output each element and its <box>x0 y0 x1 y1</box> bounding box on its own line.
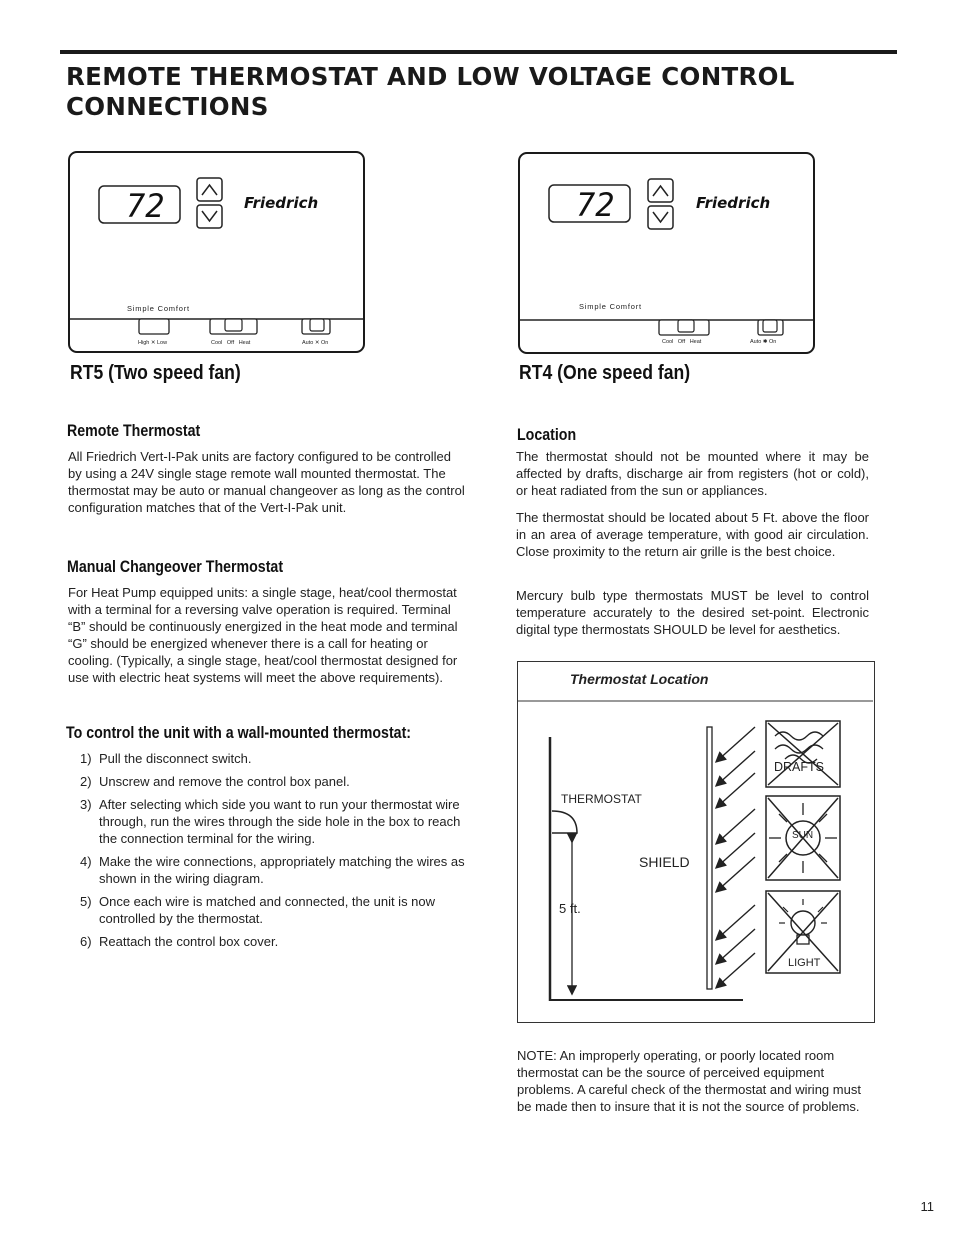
diagram-title: Thermostat Location <box>570 671 709 687</box>
rt4-caption: RT4 (One speed fan) <box>519 362 691 384</box>
height-label: 5 ft. <box>559 901 581 916</box>
rt5-caption: RT5 (Two speed fan) <box>70 362 241 384</box>
note-text: NOTE: An improperly operating, or poorly located room thermostat can be the source of perceived equipment problems. A careful check of the thermostat and wiring must be made then to insure that it is not the source of problems. <box>517 1048 861 1114</box>
list-item: 6) Reattach the control box cover. <box>80 934 279 949</box>
page-title: REMOTE THERMOSTAT AND LOW VOLTAGE CONTROL CONNECTIONS <box>66 62 795 121</box>
remote-thermostat-heading: Remote Thermostat <box>67 422 201 440</box>
rt5-down-button[interactable] <box>197 205 222 228</box>
wall-mounted-heading: To control the unit with a wall-mounted thermostat: <box>66 724 412 742</box>
rt4-down-button[interactable] <box>648 206 673 229</box>
remote-thermostat-text: All Friedrich Vert-I-Pak units are factory configured to be controlled by using a 24V single stage remote wall mounted thermostat. The thermostat may be auto or manual changeover as long as the control configuration matches that of the Vert-I-Pak unit. <box>68 449 465 515</box>
rt4-thermostat-drawing <box>520 154 813 352</box>
rt5-mode-label: Cool Off Heat <box>211 340 251 346</box>
heat-arrows <box>717 727 755 987</box>
location-paragraph-2: The thermostat should be located about 5 Ft. above the floor in an area of average temperature, with good air circulation. Close proximity to the return air grille is the best choice. <box>516 510 869 559</box>
location-paragraph-1: The thermostat should not be mounted where it may be affected by drafts, discharge air from registers (hot or cold), or heat radiated from the sun or appliances. <box>516 449 869 498</box>
location-heading: Location <box>517 426 577 444</box>
drafts-box <box>766 721 840 787</box>
thermostat-symbol <box>552 811 577 833</box>
rt5-fan-speed-switch[interactable] <box>139 319 169 334</box>
sun-label: SUN <box>792 830 814 841</box>
rt5-brand-logo: Friedrich <box>244 194 319 212</box>
shield-label: SHIELD <box>639 854 690 870</box>
manual-changeover-text: For Heat Pump equipped units: a single stage, heat/cool thermostat with a terminal for a reversing valve operation is required. Terminal “B” should be continuously energized in the heat mode and terminal “G” should be energized whenever there is a call for heating or cooling. (Typically, a single stage, heat/cool thermostat designed for use with electric heat systems will meet the above requirements). <box>68 585 458 685</box>
list-item: 3) After selecting which side you want to run your thermostat wire through, run the wires through the side hole in the box to reach the connection terminal for the wiring. <box>80 797 461 846</box>
header-rule <box>60 50 897 54</box>
shield-panel <box>707 727 712 989</box>
diagram-illustration <box>517 661 873 1021</box>
rt4-display-digits: 72 <box>576 186 615 224</box>
rt5-up-button[interactable] <box>197 178 222 201</box>
rt4-up-button[interactable] <box>648 179 673 202</box>
page-number: 11 <box>920 1199 934 1214</box>
light-box <box>766 891 840 973</box>
list-item: 5) Once each wire is matched and connected, the unit is now controlled by the thermostat. <box>80 894 436 926</box>
list-item: 4) Make the wire connections, appropriately matching the wires as shown in the wiring diagram. <box>80 854 465 886</box>
rt4-mode-label: Cool Off Heat <box>662 339 702 345</box>
rt4-brand-logo: Friedrich <box>696 194 771 212</box>
rt4-thermostat <box>518 152 815 354</box>
rt5-display-digits: 72 <box>126 187 165 225</box>
sun-box <box>766 796 840 880</box>
manual-changeover-heading: Manual Changeover Thermostat <box>67 558 284 576</box>
rt5-thermostat <box>68 151 365 353</box>
rt5-fan-speed-label: High ✕ Low <box>138 340 168 346</box>
light-label: LIGHT <box>788 957 821 969</box>
location-paragraph-3: Mercury bulb type thermostats MUST be level to control temperature accurately to the desired set-point. Electronic digital type thermostats SHOULD be level for aesthetics. <box>516 588 869 637</box>
rt4-product-name: Simple Comfort <box>579 302 642 311</box>
list-item: 1) Pull the disconnect switch. <box>80 751 252 766</box>
rt5-product-name: Simple Comfort <box>127 304 190 313</box>
thermostat-label: THERMOSTAT <box>561 792 642 806</box>
list-item: 2) Unscrew and remove the control box panel. <box>80 774 350 789</box>
rt4-fan-mode-label: Auto ✱ On <box>750 339 777 345</box>
rt5-thermostat-drawing <box>70 153 363 351</box>
rt5-fan-mode-label: Auto ✕ On <box>302 340 329 346</box>
drafts-label: DRAFTS <box>774 760 824 774</box>
installation-steps <box>80 750 470 956</box>
